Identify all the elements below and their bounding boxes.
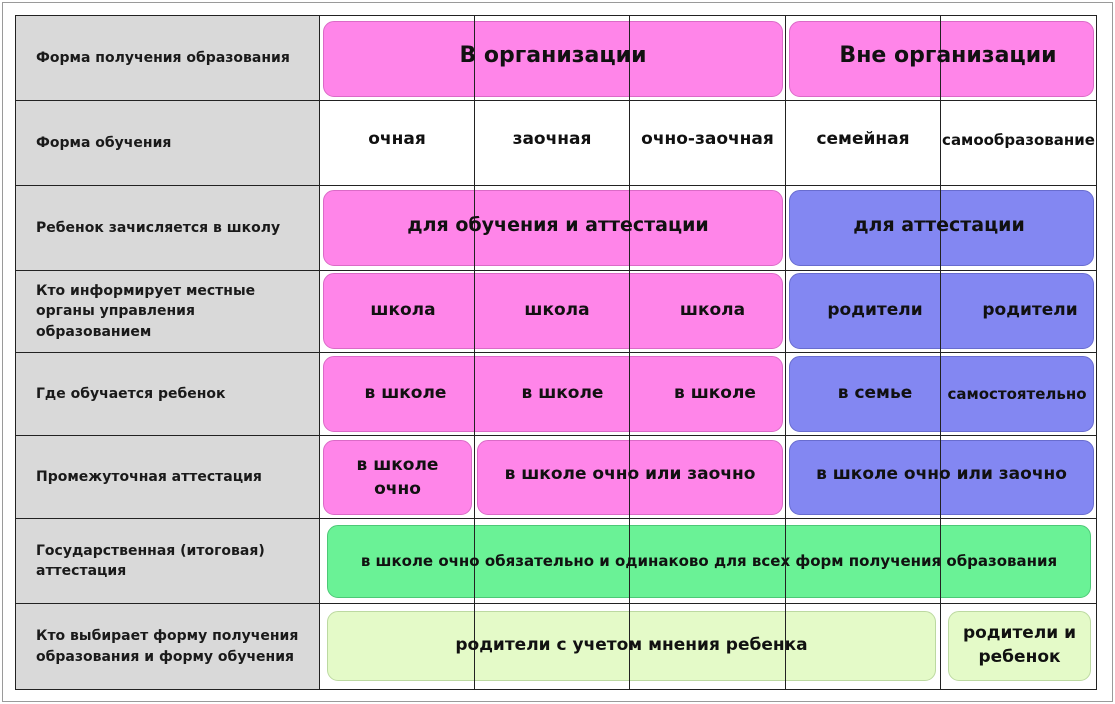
where-self: самостоятельно [947,384,1087,403]
row-label-who-chooses [16,604,319,689]
row-label-informs [16,271,319,352]
study-form-parttime: очно-заочная [641,129,774,150]
grid-hline [15,185,1097,186]
chooser-parents-text: родители с учетом мнения ребенка [455,635,808,656]
grid-hline [15,689,1097,690]
grid-hline [15,603,1097,604]
study-form-fulltime: очная [368,129,426,150]
row-label-where-studies [16,353,319,435]
enroll-study-text: для обучения и аттестации [407,213,709,236]
enroll-attest-text: для аттестации [853,213,1025,236]
row-label-enrollment [16,186,319,270]
inform-parents-1: родители [827,300,923,321]
row-label-text: Форма обучения [36,134,172,151]
row-label-text: Форма получения образования [36,49,290,66]
grid-hline [15,15,1097,16]
where-family: в семье [837,383,913,404]
state-attestation-text: в школе очно обязательно и одинаково для всех форм получения образования [360,552,1058,570]
interim-school-text: в школе очно или заочно [504,464,756,485]
where-school-3: в школе [674,383,756,404]
interim-fulltime-text: в школе очно [356,454,439,499]
inform-school-1: школа [370,300,436,321]
row-label-text: Кто выбирает форму получения образования и форму обучения [36,628,299,665]
row-label-text: Кто информирует местные органы управления образованием [36,283,256,340]
grid-hline [15,352,1097,353]
interim-outside-text: в школе очно или заочно [816,464,1067,485]
where-school-2: в школе [521,383,604,404]
row-label-state-attestation [16,519,319,603]
grid-hline [15,435,1097,436]
inform-parents-2: родители [982,300,1078,321]
study-form-correspondence: заочная [512,129,592,150]
row-label-education-form [16,16,319,100]
study-form-self-education: самообразование [942,130,1095,149]
row-label-text: Где обучается ребенок [36,385,226,402]
row-label-text: Ребенок зачисляется в школу [36,219,281,236]
grid-hline [15,518,1097,519]
row-label-text: Промежуточная аттестация [36,468,262,485]
chooser-parents-child-text: родители и ребенок [962,623,1077,667]
label-in-organization: В организации [459,42,647,68]
row-label-text: Государственная (итоговая) аттестация [36,542,265,579]
inform-school-2: школа [524,300,590,321]
row-label-study-form [16,101,319,185]
label-out-organization: Вне организации [839,42,1057,68]
study-form-family: семейная [816,129,910,150]
where-school-1: в школе [364,383,447,404]
inform-school-3: школа [679,300,746,321]
row-label-interim-attestation [16,436,319,518]
grid-hline [15,270,1097,271]
